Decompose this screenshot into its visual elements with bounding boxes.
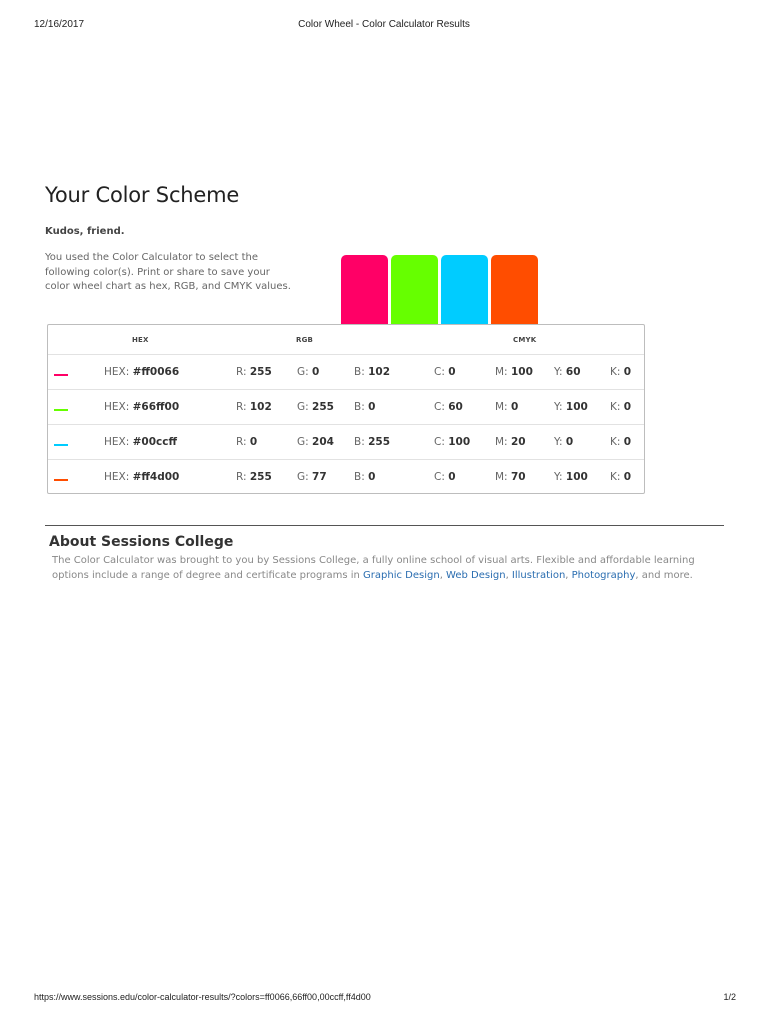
hex-value: HEX: #ff0066 bbox=[104, 366, 180, 378]
link-photography[interactable]: Photography bbox=[571, 570, 636, 581]
page-title: Your Color Scheme bbox=[45, 183, 240, 207]
green-value: G: 255 bbox=[297, 401, 334, 413]
color-swatches bbox=[341, 255, 538, 326]
about-text: The Color Calculator was brought to you by Sessions College, a fully online school of visual arts. Flexible and affordable learning options include a range of degree and certificate programs in Graphic Design, Web Design, Illustration, Photography, and more. bbox=[52, 555, 695, 581]
yellow-value: Y: 60 bbox=[554, 366, 581, 378]
blue-value: B: 0 bbox=[354, 471, 376, 483]
intro-text: You used the Color Calculator to select the following color(s). Print or share to save your color wheel chart as hex, RGB, and CMYK values. bbox=[45, 252, 291, 292]
header-cmyk: CMYK bbox=[513, 336, 537, 344]
red-value: R: 0 bbox=[236, 436, 258, 448]
section-divider bbox=[45, 525, 724, 526]
header-hex: HEX bbox=[132, 336, 149, 344]
red-value: R: 102 bbox=[236, 401, 272, 413]
yellow-value: Y: 0 bbox=[554, 436, 574, 448]
green-value: G: 77 bbox=[297, 471, 327, 483]
yellow-value: Y: 100 bbox=[554, 401, 588, 413]
color-swatch bbox=[391, 255, 438, 326]
about-intro: The Color Calculator was brought to you by Sessions College, a fully online school of visual arts. Flexible and affordable learning options include a range of degree and certificate programs in bbox=[52, 555, 695, 581]
table-row bbox=[48, 390, 644, 425]
cyan-value: C: 100 bbox=[434, 436, 471, 448]
row-color-bar bbox=[54, 444, 68, 446]
color-swatch bbox=[441, 255, 488, 326]
hex-value: HEX: #00ccff bbox=[104, 436, 177, 448]
magenta-value: M: 0 bbox=[495, 401, 519, 413]
print-date: 12/16/2017 bbox=[34, 19, 85, 30]
green-value: G: 0 bbox=[297, 366, 320, 378]
color-values-table bbox=[47, 324, 645, 494]
row-color-bar bbox=[54, 479, 68, 481]
cyan-value: C: 60 bbox=[434, 401, 463, 413]
blue-value: B: 0 bbox=[354, 401, 376, 413]
link-illustration[interactable]: Illustration bbox=[511, 570, 566, 581]
blue-value: B: 102 bbox=[354, 366, 391, 378]
page-url: https://www.sessions.edu/color-calculator-results/?colors=ff0066,66ff00,00ccff,ff4d00 bbox=[34, 992, 371, 1002]
link-web-design[interactable]: Web Design bbox=[446, 570, 506, 581]
yellow-value: Y: 100 bbox=[554, 471, 588, 483]
table-row bbox=[48, 460, 644, 495]
red-value: R: 255 bbox=[236, 366, 272, 378]
cyan-value: C: 0 bbox=[434, 366, 456, 378]
magenta-value: M: 100 bbox=[495, 366, 533, 378]
kudos-text: Kudos, friend. bbox=[45, 226, 125, 237]
print-footer bbox=[34, 992, 736, 1006]
about-outro: , and more. bbox=[635, 570, 693, 581]
hex-value: HEX: #66ff00 bbox=[104, 401, 180, 413]
black-value: K: 0 bbox=[610, 366, 632, 378]
blue-value: B: 255 bbox=[354, 436, 391, 448]
color-swatch bbox=[341, 255, 388, 326]
black-value: K: 0 bbox=[610, 471, 632, 483]
link-graphic-design[interactable]: Graphic Design bbox=[363, 570, 440, 581]
page-number: 1/2 bbox=[723, 992, 736, 1002]
row-color-bar bbox=[54, 409, 68, 411]
hex-value: HEX: #ff4d00 bbox=[104, 471, 180, 483]
black-value: K: 0 bbox=[610, 436, 632, 448]
table-header bbox=[48, 325, 644, 355]
header-rgb: RGB bbox=[296, 336, 314, 344]
print-header bbox=[34, 19, 734, 33]
row-color-bar bbox=[54, 374, 68, 376]
black-value: K: 0 bbox=[610, 401, 632, 413]
green-value: G: 204 bbox=[297, 436, 334, 448]
print-page-title: Color Wheel - Color Calculator Results bbox=[298, 19, 470, 30]
cyan-value: C: 0 bbox=[434, 471, 456, 483]
red-value: R: 255 bbox=[236, 471, 272, 483]
color-swatch bbox=[491, 255, 538, 326]
table-row bbox=[48, 425, 644, 460]
about-title: About Sessions College bbox=[49, 534, 234, 550]
magenta-value: M: 20 bbox=[495, 436, 526, 448]
table-row bbox=[48, 355, 644, 390]
magenta-value: M: 70 bbox=[495, 471, 526, 483]
